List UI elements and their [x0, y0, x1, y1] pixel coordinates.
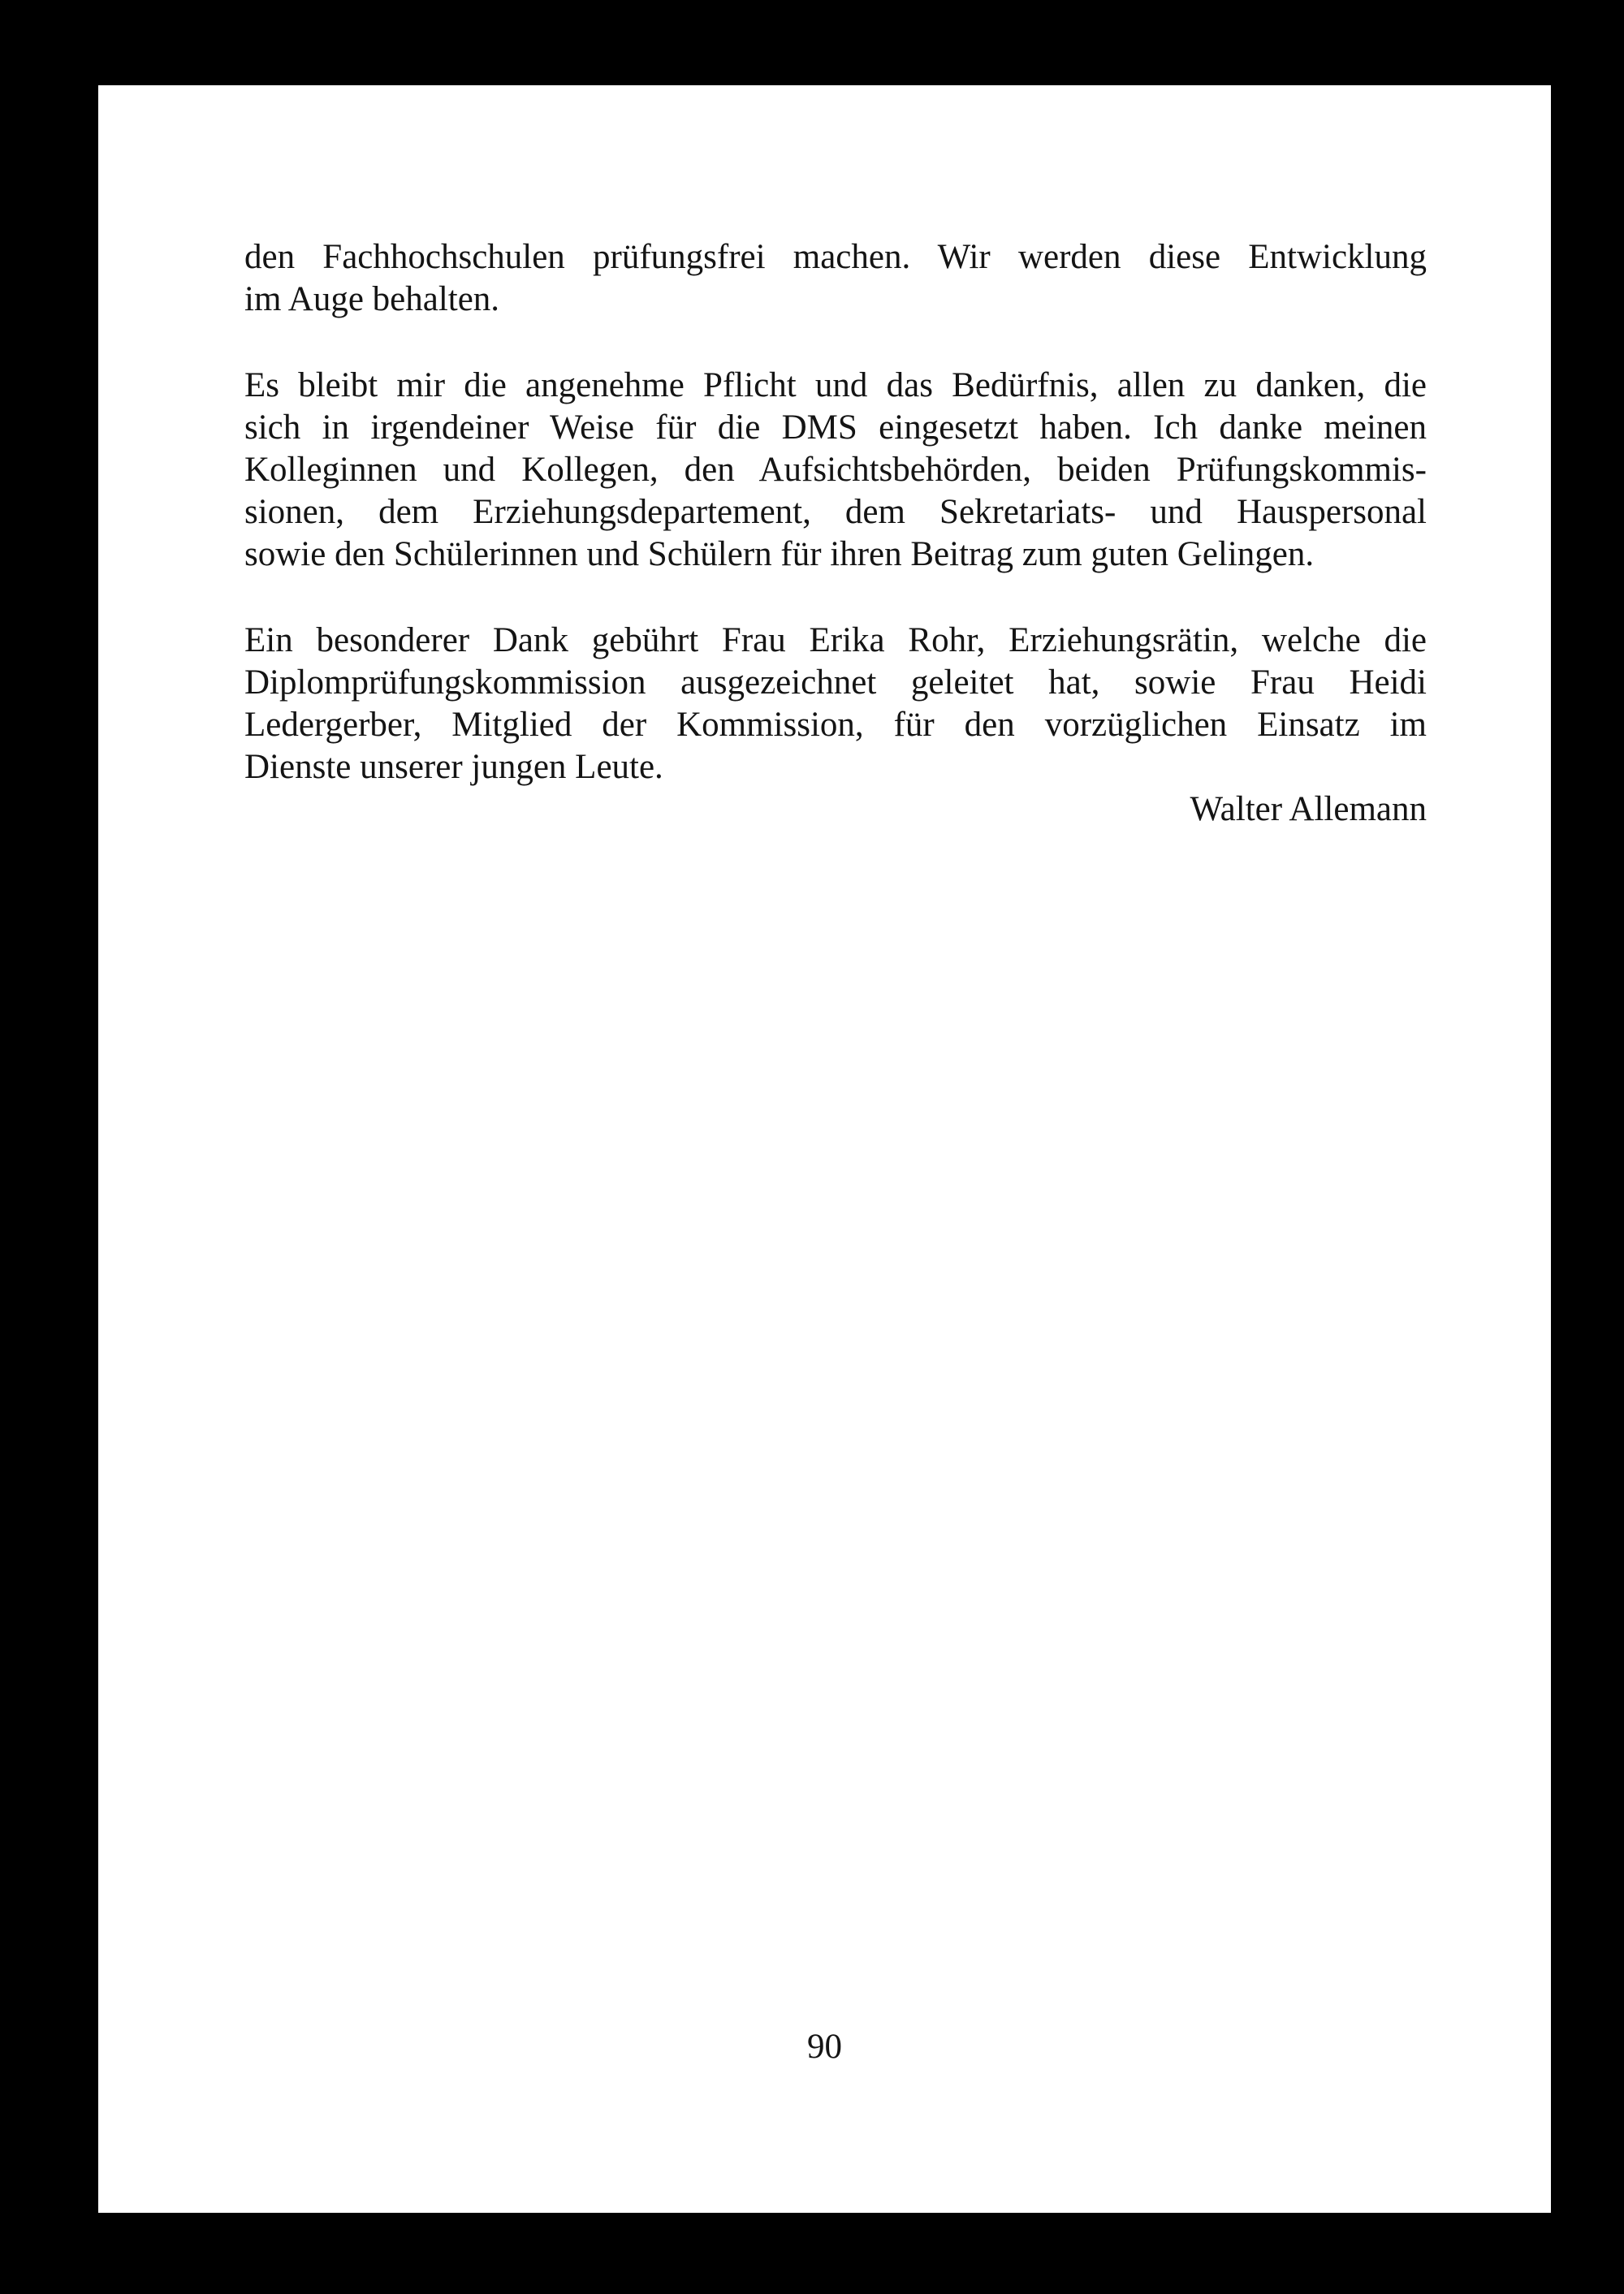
text-line: sowie den Schülerinnen und Schülern für ihren Beitrag zum guten Gelingen. — [244, 535, 1315, 573]
body-text — [244, 236, 1427, 831]
paragraph-2 — [244, 365, 1427, 576]
paragraph-3 — [244, 620, 1427, 788]
text-line: sionen, dem Erziehungsdepartement, dem Sekretariats- und Hauspersonal — [244, 493, 1427, 531]
text-line: Ledergerber, Mitglied der Kommission, für den vorzüglichen Einsatz im — [244, 706, 1427, 744]
text-line: sich in irgendeiner Weise für die DMS eingesetzt haben. Ich danke meinen — [244, 408, 1427, 447]
signature: Walter Allemann — [1190, 790, 1427, 828]
document-page — [98, 85, 1551, 2213]
paragraph-1 — [244, 236, 1427, 321]
paragraph-gap — [244, 321, 1427, 365]
text-line: im Auge behalten. — [244, 280, 500, 318]
text-line: Es bleibt mir die angenehme Pflicht und das Bedürfnis, allen zu danken, die — [244, 366, 1427, 404]
text-line: Kolleginnen und Kollegen, den Aufsichtsbehörden, beiden Prüfungskommis- — [244, 451, 1427, 489]
text-line: den Fachhochschulen prüfungsfrei machen. Wir werden diese Entwicklung — [244, 238, 1427, 276]
paragraph-gap — [244, 576, 1427, 620]
text-line: Diplomprüfungskommission ausgezeichnet geleitet hat, sowie Frau Heidi — [244, 663, 1427, 702]
page-number: 90 — [807, 2028, 842, 2066]
text-line: Dienste unserer jungen Leute. — [244, 748, 663, 786]
text-line: Ein besonderer Dank gebührt Frau Erika Rohr, Erziehungsrätin, welche die — [244, 621, 1427, 659]
